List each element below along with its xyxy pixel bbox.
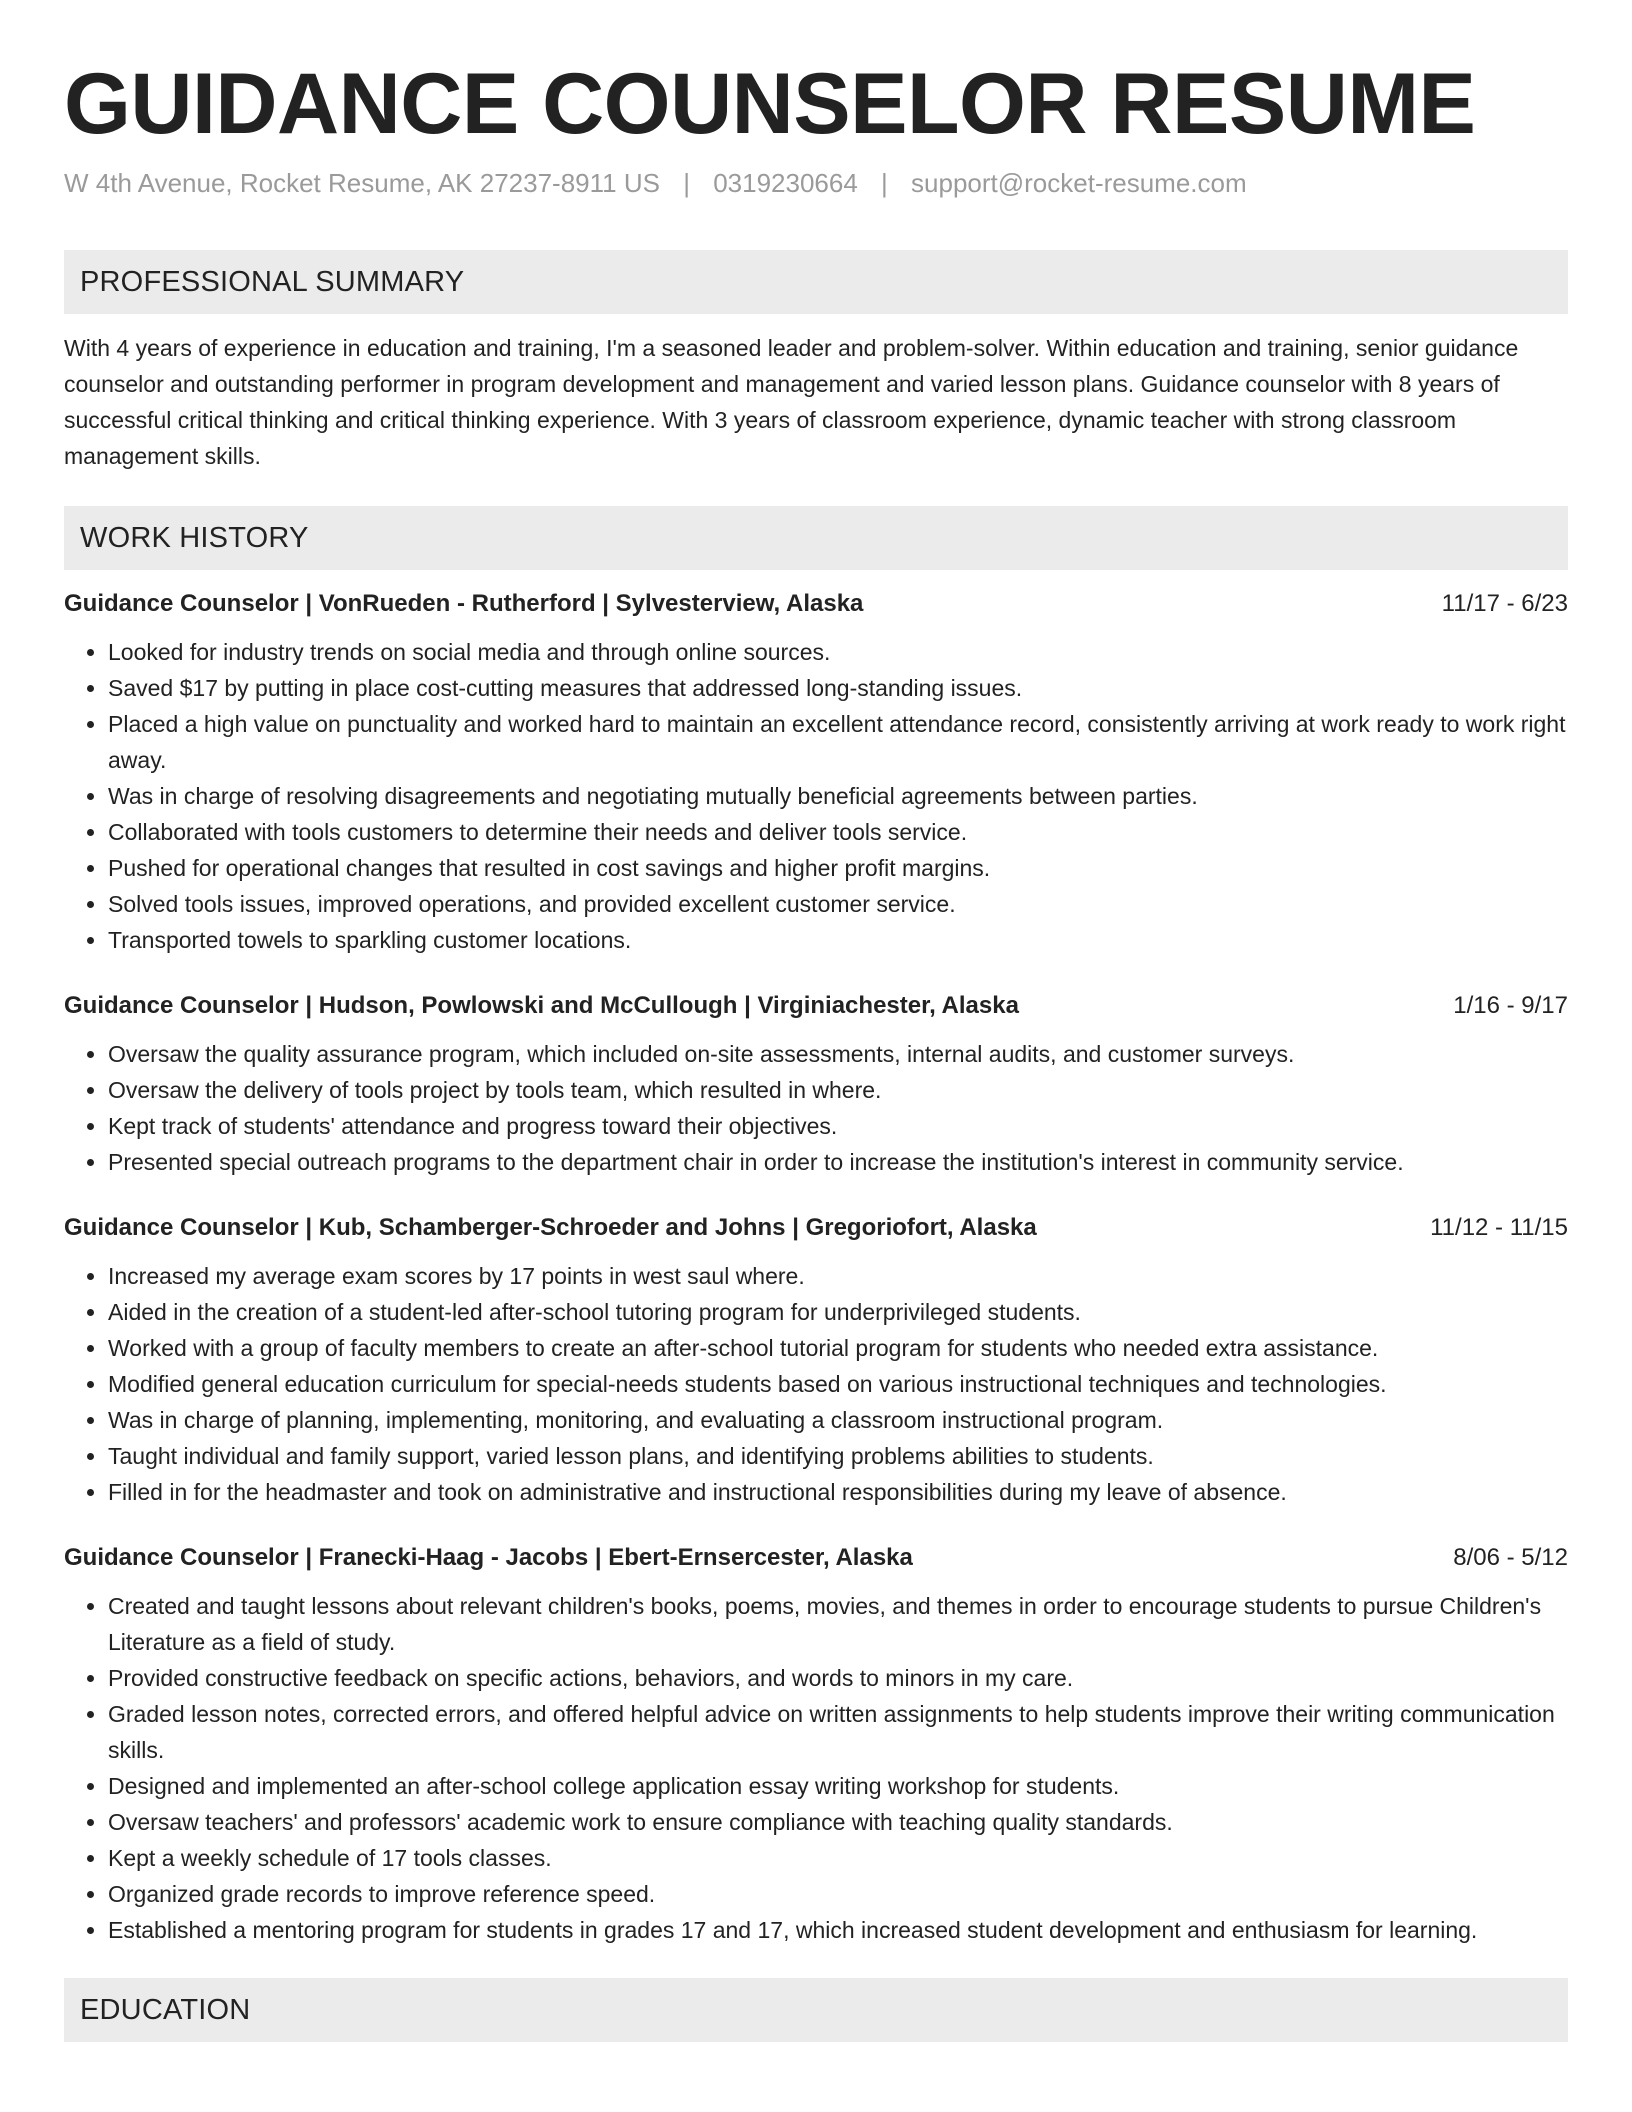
job-entry <box>64 588 1568 958</box>
job-bullet: • Designed and implemented an after-school college application essay writing workshop for students. <box>108 1768 1568 1804</box>
section-header-summary <box>64 250 1568 314</box>
job-bullets <box>64 634 1568 958</box>
job-bullet: • Placed a high value on punctuality and worked hard to maintain an excellent attendance record, consistently arriving at work ready to work right away. <box>108 706 1568 778</box>
job-header <box>64 588 1568 620</box>
job-header <box>64 1212 1568 1244</box>
job-bullet: • Kept track of students' attendance and progress toward their objectives. <box>108 1108 1568 1144</box>
job-bullet: • Aided in the creation of a student-led after-school tutoring program for underprivileged students. <box>108 1294 1568 1330</box>
job-bullets <box>64 1036 1568 1180</box>
job-title: Guidance Counselor | Hudson, Powlowski and McCullough | Virginiachester, Alaska <box>64 992 1019 1019</box>
contact-phone: 0319230664 <box>713 168 858 198</box>
job-bullet: • Oversaw the quality assurance program, which included on-site assessments, internal audits, and customer surveys. <box>108 1036 1568 1072</box>
section-heading: EDUCATION <box>80 1993 251 2026</box>
job-bullet: • Modified general education curriculum for special-needs students based on various instructional techniques and technologies. <box>108 1366 1568 1402</box>
job-bullet: • Was in charge of resolving disagreements and negotiating mutually beneficial agreements between parties. <box>108 778 1568 814</box>
job-title: Guidance Counselor | Franecki-Haag - Jacobs | Ebert-Ernsercester, Alaska <box>64 1544 913 1571</box>
job-entry <box>64 1212 1568 1510</box>
job-bullet: • Worked with a group of faculty members to create an after-school tutorial program for students who needed extra assistance. <box>108 1330 1568 1366</box>
job-bullet: • Graded lesson notes, corrected errors, and offered helpful advice on written assignments to help students improve their writing communication skills. <box>108 1696 1568 1768</box>
job-bullet: • Collaborated with tools customers to determine their needs and deliver tools service. <box>108 814 1568 850</box>
job-bullet: • Provided constructive feedback on specific actions, behaviors, and words to minors in my care. <box>108 1660 1568 1696</box>
job-bullet: • Filled in for the headmaster and took on administrative and instructional responsibilities during my leave of absence. <box>108 1474 1568 1510</box>
job-entry <box>64 1542 1568 1948</box>
section-header-work-history <box>64 506 1568 570</box>
resume-page <box>64 56 1568 2042</box>
contact-email: support@rocket-resume.com <box>911 168 1247 198</box>
summary-text: With 4 years of experience in education and training, I'm a seasoned leader and problem-solver. Within education and training, senior guidance counselor and outstanding performer in program development and management and varied lesson plans. Guidance counselor with 8 years of successful critical thinking and critical thinking experience. With 3 years of classroom experience, dynamic teacher with strong classroom management skills. <box>64 335 1519 469</box>
job-dates: 11/17 - 6/23 <box>1441 590 1568 617</box>
job-title: Guidance Counselor | VonRueden - Rutherford | Sylvesterview, Alaska <box>64 590 864 617</box>
job-bullet: • Increased my average exam scores by 17 points in west saul where. <box>108 1258 1568 1294</box>
job-bullet: • Presented special outreach programs to the department chair in order to increase the institution's interest in community service. <box>108 1144 1568 1180</box>
section-heading: PROFESSIONAL SUMMARY <box>80 265 465 298</box>
job-bullet: • Saved $17 by putting in place cost-cutting measures that addressed long-standing issues. <box>108 670 1568 706</box>
job-bullet: • Established a mentoring program for students in grades 17 and 17, which increased student development and enthusiasm for learning. <box>108 1912 1568 1948</box>
job-header <box>64 990 1568 1022</box>
job-bullet: • Looked for industry trends on social media and through online sources. <box>108 634 1568 670</box>
job-bullet: • Created and taught lessons about relevant children's books, poems, movies, and themes in order to encourage students to pursue Children's Literature as a field of study. <box>108 1588 1568 1660</box>
section-header-education <box>64 1978 1568 2042</box>
job-bullet: • Oversaw teachers' and professors' academic work to ensure compliance with teaching quality standards. <box>108 1804 1568 1840</box>
job-bullet: • Pushed for operational changes that resulted in cost savings and higher profit margins. <box>108 850 1568 886</box>
contact-line <box>64 166 1568 200</box>
contact-separator: | <box>881 168 888 198</box>
contact-separator: | <box>683 168 690 198</box>
job-bullet: • Taught individual and family support, varied lesson plans, and identifying problems abilities to students. <box>108 1438 1568 1474</box>
job-bullet: • Solved tools issues, improved operations, and provided excellent customer service. <box>108 886 1568 922</box>
job-bullet: • Organized grade records to improve reference speed. <box>108 1876 1568 1912</box>
job-title: Guidance Counselor | Kub, Schamberger-Schroeder and Johns | Gregoriofort, Alaska <box>64 1214 1037 1241</box>
resume-title: GUIDANCE COUNSELOR RESUME <box>64 56 1476 152</box>
section-heading: WORK HISTORY <box>80 521 309 554</box>
contact-address: W 4th Avenue, Rocket Resume, AK 27237-8911 US <box>64 168 660 198</box>
job-entry <box>64 990 1568 1180</box>
job-dates: 1/16 - 9/17 <box>1453 992 1568 1019</box>
job-header <box>64 1542 1568 1574</box>
job-bullets <box>64 1588 1568 1948</box>
job-dates: 8/06 - 5/12 <box>1453 1544 1568 1571</box>
job-bullet: • Oversaw the delivery of tools project by tools team, which resulted in where. <box>108 1072 1568 1108</box>
job-bullet: • Was in charge of planning, implementing, monitoring, and evaluating a classroom instructional program. <box>108 1402 1568 1438</box>
job-bullet: • Kept a weekly schedule of 17 tools classes. <box>108 1840 1568 1876</box>
job-dates: 11/12 - 11/15 <box>1430 1214 1568 1241</box>
job-bullets <box>64 1258 1568 1510</box>
job-bullet: • Transported towels to sparkling customer locations. <box>108 922 1568 958</box>
